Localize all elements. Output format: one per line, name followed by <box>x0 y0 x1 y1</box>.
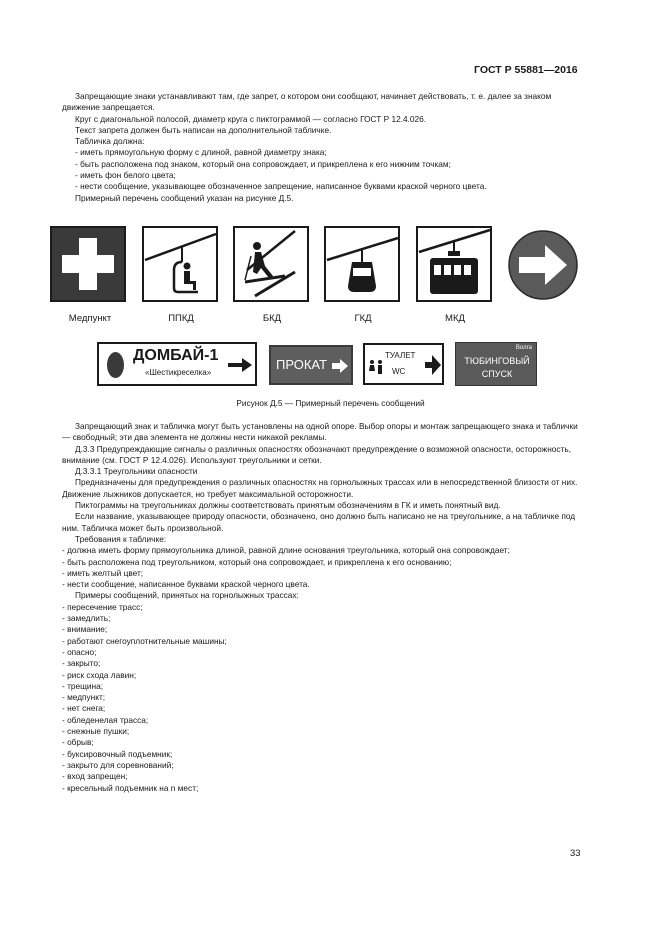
paragraph: Табличка должна: <box>75 136 145 147</box>
list-item: - трещина; <box>62 680 104 691</box>
list-item: - снежные пушки; <box>62 726 130 737</box>
list-item: - внимание; <box>62 624 108 635</box>
paragraph: Круг с диагональной полосой, диаметр круга с пиктограммой — согласно ГОСТ Р 12.4.026. <box>75 113 427 124</box>
gondola-icon <box>324 226 400 302</box>
sign-mkd <box>416 226 492 302</box>
paragraph: Примерный перечень сообщений указан на рисунке Д.5. <box>75 192 294 203</box>
plate-subtitle: «Шестикреселка» <box>145 368 212 377</box>
list-item: - должна иметь форму прямоугольника длиной, равной длине основания треугольника, который она сопровождает; <box>62 545 510 556</box>
arrow-right-icon <box>331 358 349 374</box>
list-item: - медпункт; <box>62 692 106 703</box>
paragraph: Пиктограммы на треугольниках должны соответствовать принятым обозначениям в ГК и иметь понятный вид. <box>75 500 501 511</box>
sign-ppkd <box>142 226 218 302</box>
list-item: - опасно; <box>62 646 97 657</box>
oval-icon <box>107 352 124 378</box>
list-item: - кресельный подъемник на n мест; <box>62 782 199 793</box>
plate-text: СПУСК <box>481 369 513 379</box>
list-item: - нести сообщение, написанное буквами краской черного цвета. <box>62 579 310 590</box>
paragraph: Примеры сообщений, принятых на горнолыжных трассах: <box>75 590 299 601</box>
plate-tubing <box>455 342 537 386</box>
sign-arrow <box>507 229 579 301</box>
skier-icon <box>233 226 309 302</box>
plate-text: WC <box>392 367 406 376</box>
plate-prokat <box>269 345 353 385</box>
plate-text: ТЮБИНГОВЫЙ <box>464 356 530 366</box>
arrow-right-icon <box>227 357 253 373</box>
list-item: - иметь прямоугольную форму с длиной, равной диаметру знака; <box>75 147 327 158</box>
sign-label: ГКД <box>354 313 372 324</box>
list-item: - закрыто для соревнований; <box>62 759 174 770</box>
plate-text: ПРОКАТ <box>276 357 328 372</box>
list-item: - вход запрещен; <box>62 771 128 782</box>
paragraph: Запрещающие знаки устанавливают там, где запрет, о котором они сообщают, начинает действовать, т. е. далее за знаком движение запрещается. <box>62 91 552 113</box>
list-item: - работают снегоуплотнительные машины; <box>62 635 227 646</box>
list-item: - быть расположена под треугольником, который она сопровождает, и прикреплена к его основанию; <box>62 556 452 567</box>
sign-medpunkt <box>50 226 126 302</box>
sign-bkd <box>233 226 309 302</box>
bottom-text-block <box>62 421 585 794</box>
sign-gkd <box>324 226 400 302</box>
list-item: - нет снега; <box>62 703 106 714</box>
list-item: - закрыто; <box>62 658 101 669</box>
list-item: - буксировочный подъемник; <box>62 748 173 759</box>
paragraph: Д.3.3 Предупреждающие сигналы о различных опасностях обозначают предупреждение о возможной опасности, осторожность, внимание (см. ГОСТ Р 12.4.026). Используют треугольники и сетки. <box>62 443 571 465</box>
paragraph: Предназначены для предупреждения о различных опасностях на горнолыжных трассах или в непосредственной близости от них. Движение лыжников допускается, но требует максимальной осторожности. <box>62 477 578 499</box>
paragraph: Требования к табличке: <box>75 533 167 544</box>
page-number: 33 <box>570 848 581 859</box>
plate-title: ДОМБАЙ-1 <box>133 347 219 364</box>
list-item: - нести сообщение, указывающее обозначенное запрещение, написанное буквами краской черного цвета. <box>75 181 487 192</box>
paragraph: Д.3.3.1 Треугольники опасности <box>75 466 198 477</box>
medical-cross-icon <box>50 226 126 302</box>
sign-label: БКД <box>262 313 282 324</box>
list-item: - быть расположена под знаком, который она сопровождает, и прикреплена к его нижним точкам; <box>75 158 451 169</box>
figure-caption: Рисунок Д.5 — Примерный перечень сообщений <box>236 398 425 408</box>
top-text-block <box>62 91 585 204</box>
sign-label: МКД <box>445 313 465 324</box>
list-item: - пересечение трасс; <box>62 601 143 612</box>
sign-label: Медпункт <box>68 313 112 324</box>
plate-dombai <box>97 342 257 386</box>
list-item: - иметь желтый цвет; <box>62 567 144 578</box>
list-item: - риск схода лавин; <box>62 669 137 680</box>
list-item: - обрыв; <box>62 737 94 748</box>
cable-car-icon <box>416 226 492 302</box>
list-item: - обледенелая трасса; <box>62 714 149 725</box>
sign-label: ППКД <box>168 313 194 324</box>
list-item: - иметь фон белого цвета; <box>75 170 176 181</box>
standard-number: ГОСТ Р 55881—2016 <box>474 64 578 76</box>
paragraph: Если название, указывающее природу опасности, обозначено, оно должно быть написано не на треугольнике, а на табличке под ним. Табличка может быть произвольной. <box>62 511 576 533</box>
plate-text: ТУАЛЕТ <box>385 351 416 360</box>
plate-small-text: Волга <box>515 345 532 351</box>
chairlift-icon <box>142 226 218 302</box>
paragraph: Текст запрета должен быть написан на дополнительной табличке. <box>75 124 332 135</box>
plate-toilet <box>363 343 444 385</box>
toilet-people-icon <box>368 359 384 375</box>
arrow-right-icon <box>507 229 579 301</box>
arrow-right-icon <box>424 353 442 377</box>
list-item: - замедлить; <box>62 613 111 624</box>
paragraph: Запрещающий знак и табличка могут быть установлены на одной опоре. Выбор опоры и монтаж запрещающего знака и таблички — свободный; эти два элемента не должны нести никакой рекламы. <box>62 421 578 443</box>
